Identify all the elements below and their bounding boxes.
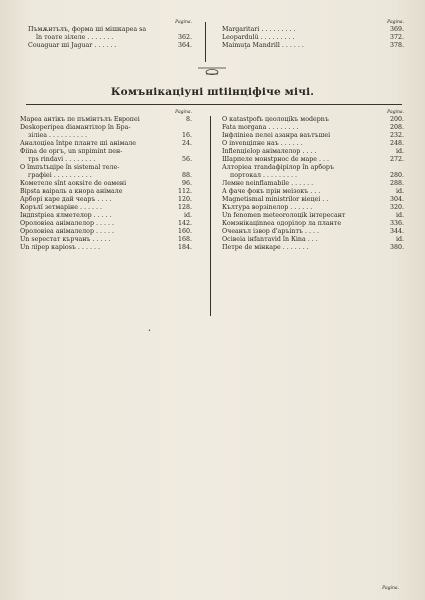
toc-row: [20, 148, 192, 156]
entry-title: Кълтура ворзіnелор . . . . . .: [222, 204, 313, 211]
toc-row: [222, 220, 404, 228]
toc-row: [222, 196, 404, 204]
top-left-column: [28, 20, 192, 50]
entry-page-number: 160.: [177, 228, 192, 235]
column-divider: [210, 116, 211, 316]
entry-title: Couaguar ші Jaguar . . . . . .: [28, 42, 117, 49]
entry-title: Maimuţa Mandrill . . . . . .: [222, 42, 304, 49]
entry-page-number: 8.: [185, 116, 192, 123]
entry-page-number: 16.: [181, 132, 192, 139]
entry-title: Inflenціеlор анімалелор . . . .: [222, 148, 317, 155]
entry-page-number: 248.: [389, 140, 404, 147]
entry-page-number: id.: [395, 148, 404, 155]
entry-title: портокал . . . . . . . . .: [230, 172, 298, 179]
toc-row: [222, 42, 404, 50]
toc-row: [28, 42, 192, 50]
entry-page-number: 184.: [177, 244, 192, 251]
section-title: Комънікаціуні шtіінціфіче мічі.: [110, 86, 315, 98]
entry-title: Un sерестат кърчанъ . . . . .: [20, 236, 111, 243]
toc-row: [222, 236, 404, 244]
toc-row: [222, 34, 404, 42]
toc-row: [20, 220, 192, 228]
entry-title: О іnvenціпне наъ . . . . . .: [222, 140, 303, 147]
toc-row: [20, 188, 192, 196]
entry-page-number: id.: [183, 212, 192, 219]
ornament-icon: [196, 64, 228, 78]
entry-page-number: id.: [395, 212, 404, 219]
page-column-header: Pagina.: [387, 110, 404, 115]
entry-page-number: 344.: [389, 228, 404, 235]
entry-page-number: 336.: [389, 220, 404, 227]
toc-row: [28, 26, 192, 34]
toc-row: [222, 156, 404, 164]
toc-row: [222, 228, 404, 236]
entry-page-number: 232.: [389, 132, 404, 139]
entry-page-number: 372.: [389, 34, 404, 41]
toc-row: [20, 196, 192, 204]
entry-page-number: 88.: [181, 172, 192, 179]
entry-page-number: 320.: [389, 204, 404, 211]
entry-title: Ороловіеа анімалелор . . . . .: [20, 220, 114, 227]
page-column-header: Pagina.: [175, 20, 192, 25]
entry-page-number: 24.: [181, 140, 192, 147]
toc-row: [222, 244, 404, 252]
toc-row: [222, 164, 404, 172]
entry-page-number: 280.: [389, 172, 404, 179]
entry-title: Пъмѫнтълъ, форма ші мішкареа sа: [28, 26, 147, 33]
toc-row: [222, 180, 404, 188]
entry-page-number: 96.: [181, 180, 192, 187]
toc-row: [20, 172, 192, 180]
toc-row: [222, 26, 404, 34]
entry-page-number: 362.: [177, 34, 192, 41]
entry-title: Лемне neinflamabile . . . . . .: [222, 180, 314, 187]
bullet-mark: •: [148, 328, 151, 334]
toc-row: [222, 124, 404, 132]
entry-title: Кометеле sînt аокsіте de оамені: [20, 180, 127, 187]
entry-page-number: 380.: [389, 244, 404, 251]
entry-title: Очеанъл ізвор d'apъinтъ . . . .: [222, 228, 319, 235]
footer-page-header: Pagina.: [382, 586, 399, 591]
toc-row: [20, 164, 192, 172]
entry-title: Margaritari . . . . . . . . .: [222, 26, 296, 33]
toc-row: [20, 228, 192, 236]
page-column-header: Pagina.: [175, 110, 192, 115]
entry-title: Un лірер карiosъ . . . . . .: [20, 244, 100, 251]
entry-title: тps rindavi . . . . . . . .: [28, 156, 96, 163]
entry-title: în тоате зілеле . . . . . . .: [36, 34, 114, 41]
entry-title: Корълї зeтмаріне . . . . . .: [20, 204, 103, 211]
entry-title: Magnetismal mіnistrilor віецеі . .: [222, 196, 329, 203]
toc-row: [222, 212, 404, 220]
entry-page-number: 378.: [389, 42, 404, 49]
entry-title: О каtastpоfъ цеолоціkъ моdерnъ: [222, 116, 329, 123]
toc-row: [20, 244, 192, 252]
entry-title: графіеі . . . . . . . . . .: [28, 172, 92, 179]
entry-title: Мареа антікъ пе пъмінтълъ Европеі: [20, 116, 140, 123]
column-divider: [205, 22, 206, 62]
title-rule: [26, 104, 402, 105]
entry-page-number: 142.: [177, 220, 192, 227]
entry-page-number: id.: [395, 236, 404, 243]
entry-title: Аналоціеа întpe планте ші анімале: [20, 140, 136, 147]
entry-page-number: 128.: [177, 204, 192, 211]
toc-row: [20, 204, 192, 212]
entry-title: Fata morgana . . . . . . . .: [222, 124, 299, 131]
toc-row: [28, 34, 192, 42]
toc-row: [222, 204, 404, 212]
entry-title: Арборі каре дай чеаръ . . . .: [20, 196, 112, 203]
toc-row: [222, 132, 404, 140]
entry-title: зіліеа . . . . . . . . . .: [28, 132, 87, 139]
entry-page-number: 288.: [389, 180, 404, 187]
page-column-header: Pagina.: [387, 20, 404, 25]
entry-page-number: 304.: [389, 196, 404, 203]
left-column: [20, 110, 192, 252]
entry-title: Un fenomen meteorолоціk інтересант: [222, 212, 346, 219]
right-column: [222, 110, 404, 252]
entry-page-number: id.: [395, 188, 404, 195]
toc-row: [20, 156, 192, 164]
entry-title: Осiвеіа інfаnтаvid în Кіna . . .: [222, 236, 318, 243]
entry-title: Ороловіеа анімалелор . . . . .: [20, 228, 114, 235]
entry-title: Алторіеа тrandафірілор în арборъ: [222, 164, 334, 171]
entry-page-number: 112.: [177, 188, 192, 195]
entry-title: Індпstріеа ялметелор . . . . .: [20, 212, 112, 219]
toc-row: [20, 140, 192, 148]
toc-row: [222, 116, 404, 124]
top-right-column: [222, 20, 404, 50]
entry-page-number: 272.: [389, 156, 404, 163]
toc-row: [20, 236, 192, 244]
toc-row: [20, 124, 192, 132]
entry-title: Deskoperіреа dіамантілор în Бра-: [20, 124, 131, 131]
entry-page-number: 369.: [389, 26, 404, 33]
entry-title: Віpsta ваіраль a кнора анімале: [20, 188, 123, 195]
toc-row: [222, 148, 404, 156]
entry-page-number: 168.: [177, 236, 192, 243]
toc-row: [222, 140, 404, 148]
entry-page-number: 208.: [389, 124, 404, 131]
entry-title: О îmпъtъціре în sistemal теле-: [20, 164, 120, 171]
entry-title: А фаче фокъ прін меізокъ . . .: [222, 188, 321, 195]
entry-title: Інфлinіеа пелеі азанра ваътъшеі: [222, 132, 331, 139]
entry-page-number: 56.: [181, 156, 192, 163]
entry-title: Leopardulŭ . . . . . . . . .: [222, 34, 295, 41]
entry-title: Петре de мінкаре . . . . . . .: [222, 244, 309, 251]
entry-title: Шарпеле монstрнос de маре . . .: [222, 156, 329, 163]
toc-row: [222, 188, 404, 196]
entry-title: Фііnа de оргъ, un sпpimint пен-: [20, 148, 123, 155]
entry-page-number: 120.: [177, 196, 192, 203]
entry-title: Комэнікаціnnеа одорілор ла планте: [222, 220, 342, 227]
entry-page-number: 200.: [389, 116, 404, 123]
toc-row: [20, 180, 192, 188]
toc-row: [20, 116, 192, 124]
toc-row: [20, 212, 192, 220]
entry-page-number: 364.: [177, 42, 192, 49]
toc-row: [222, 172, 404, 180]
toc-row: [20, 132, 192, 140]
